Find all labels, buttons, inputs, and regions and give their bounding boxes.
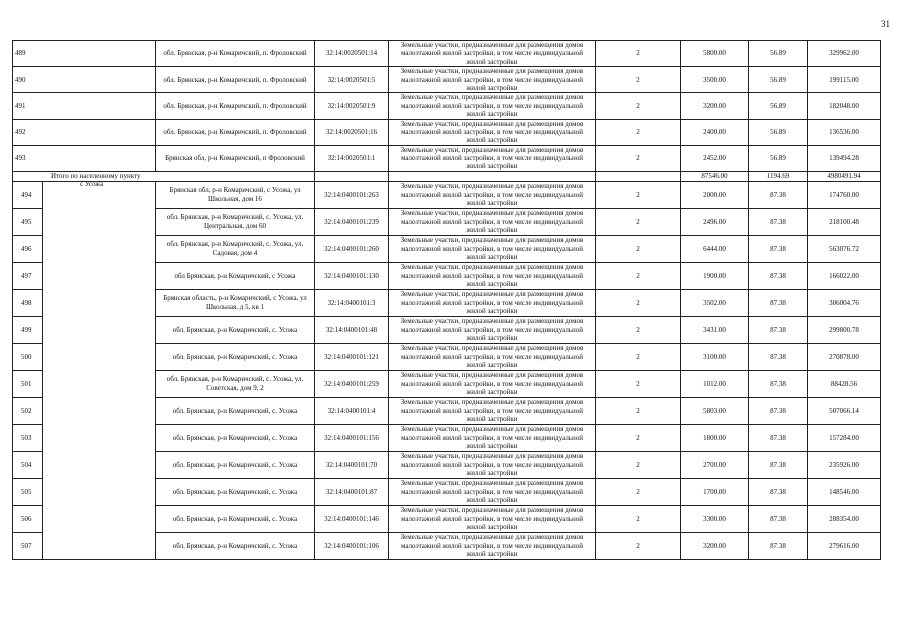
cadastral-number-cell: 32:14:0400101:87: [315, 478, 389, 505]
rate-cell: 87.38: [749, 370, 808, 397]
land-use-cell: Земельные участки, предназначенные для размещения домов малоэтажной жилой застройки, в том числе индивидуальной жилой застройки: [389, 532, 596, 559]
total-label: Итого по населенному пункту: [13, 171, 315, 181]
area-cell: 3431.00: [681, 316, 749, 343]
address-cell: обл. Брянская, р-н Комаричский, с. Усожа, ул. Советская, дом 9, 2: [156, 370, 315, 397]
value-cell: 235926.00: [808, 451, 881, 478]
area-cell: 3500.00: [681, 67, 749, 93]
category-code-cell: 2: [596, 93, 681, 119]
rate-cell: 87.38: [749, 235, 808, 262]
category-code-cell: 2: [596, 397, 681, 424]
land-use-cell: Земельные участки, предназначенные для размещения домов малоэтажной жилой застройки, в том числе индивидуальной жилой застройки: [389, 343, 596, 370]
cadastral-number-cell: 32:14:0400101:3: [315, 289, 389, 316]
category-code-cell: 2: [596, 289, 681, 316]
value-cell: 299800.78: [808, 316, 881, 343]
address-cell: обл. Брянская, р-н Комаричский, п. Фроловский: [156, 67, 315, 93]
empty-cell: [315, 171, 389, 181]
cadastral-number-cell: 32:14:0400101:156: [315, 424, 389, 451]
cadastral-number-cell: 32:14:0400101:239: [315, 208, 389, 235]
land-use-cell: Земельные участки, предназначенные для размещения домов малоэтажной жилой застройки, в том числе индивидуальной жилой застройки: [389, 93, 596, 119]
land-use-cell: Земельные участки, предназначенные для размещения домов малоэтажной жилой застройки, в том числе индивидуальной жилой застройки: [389, 370, 596, 397]
area-cell: 1700.00: [681, 478, 749, 505]
area-cell: 6444.00: [681, 235, 749, 262]
land-use-cell: Земельные участки, предназначенные для размещения домов малоэтажной жилой застройки, в том числе индивидуальной жилой застройки: [389, 145, 596, 171]
cadastral-number-cell: 32:14:0400101:121: [315, 343, 389, 370]
value-cell: 563076.72: [808, 235, 881, 262]
area-cell: 3300.00: [681, 505, 749, 532]
total-value: 4980491.94: [808, 171, 881, 181]
cadastral-number-cell: 32:14:0400101:70: [315, 451, 389, 478]
value-cell: 279616.00: [808, 532, 881, 559]
category-code-cell: 2: [596, 370, 681, 397]
area-cell: 1900.00: [681, 262, 749, 289]
table-row: [13, 119, 881, 145]
area-cell: 1012.00: [681, 370, 749, 397]
row-number: 507: [13, 532, 156, 559]
row-number: 493: [13, 145, 156, 171]
table-row: [13, 67, 881, 93]
area-cell: 5800.00: [681, 41, 749, 67]
value-cell: 148546.00: [808, 478, 881, 505]
row-number: 498: [13, 289, 156, 316]
rate-cell: 56.89: [749, 93, 808, 119]
land-use-cell: Земельные участки, предназначенные для размещения домов малоэтажной жилой застройки, в том числе индивидуальной жилой застройки: [389, 119, 596, 145]
address-cell: обл Брянская, р-н Комаричский, с Усожа: [156, 262, 315, 289]
category-code-cell: 2: [596, 316, 681, 343]
total-rate: 1194.69: [749, 171, 808, 181]
rate-cell: 87.38: [749, 262, 808, 289]
row-number: 505: [13, 478, 156, 505]
row-number: 492: [13, 119, 156, 145]
rate-cell: 87.38: [749, 289, 808, 316]
value-cell: 507066.14: [808, 397, 881, 424]
cadastral-number-cell: 32:14:0400101:260: [315, 235, 389, 262]
land-use-cell: Земельные участки, предназначенные для размещения домов малоэтажной жилой застройки, в том числе индивидуальной жилой застройки: [389, 451, 596, 478]
area-cell: 3200.00: [681, 93, 749, 119]
category-code-cell: 2: [596, 41, 681, 67]
category-code-cell: 2: [596, 505, 681, 532]
land-use-cell: Земельные участки, предназначенные для размещения домов малоэтажной жилой застройки, в том числе индивидуальной жилой застройки: [389, 235, 596, 262]
area-cell: 3100.00: [681, 343, 749, 370]
address-cell: обл. Брянская, р-н Комаричский, с. Усожа: [156, 397, 315, 424]
merged-settlement-cell: [43, 182, 155, 559]
address-cell: обл. Брянская, р-н Комаричский, с. Усожа, ул. Садовая, дом 4: [156, 235, 315, 262]
rate-cell: 87.38: [749, 208, 808, 235]
category-code-cell: 2: [596, 67, 681, 93]
address-cell: Брянская обл, р-н Комаричский, с Усожа, ул Школьная, дом 16: [156, 181, 315, 208]
table-row: [13, 145, 881, 171]
cadastral-number-cell: 32:14:0020501:1: [315, 145, 389, 171]
cadastral-number-cell: 32:14:0400101:146: [315, 505, 389, 532]
category-code-cell: 2: [596, 145, 681, 171]
category-code-cell: 2: [596, 208, 681, 235]
total-area: 87546.00: [681, 171, 749, 181]
value-cell: 182048.00: [808, 93, 881, 119]
area-cell: 5803.00: [681, 397, 749, 424]
land-use-cell: Земельные участки, предназначенные для размещения домов малоэтажной жилой застройки, в том числе индивидуальной жилой застройки: [389, 505, 596, 532]
category-code-cell: 2: [596, 478, 681, 505]
rate-cell: 87.38: [749, 316, 808, 343]
row-number: 506: [13, 505, 156, 532]
cadastral-number-cell: 32:14:0020501:14: [315, 41, 389, 67]
row-number: 494: [13, 181, 156, 208]
area-cell: 2000.00: [681, 181, 749, 208]
land-use-cell: Земельные участки, предназначенные для размещения домов малоэтажной жилой застройки, в том числе индивидуальной жилой застройки: [389, 478, 596, 505]
address-cell: обл. Брянская, р-н Комаричский, с. Усожа: [156, 505, 315, 532]
category-code-cell: 2: [596, 343, 681, 370]
category-code-cell: 2: [596, 119, 681, 145]
rate-cell: 87.38: [749, 343, 808, 370]
land-use-cell: Земельные участки, предназначенные для размещения домов малоэтажной жилой застройки, в том числе индивидуальной жилой застройки: [389, 424, 596, 451]
row-number: 496: [13, 235, 156, 262]
row-number: 489: [13, 41, 156, 67]
address-cell: обл. Брянская, р-н Комаричский, п. Фроловский: [156, 93, 315, 119]
address-cell: обл. Брянская, р-н Комаричский, с. Усожа: [156, 424, 315, 451]
cadastral-number-cell: 32:14:0400101:130: [315, 262, 389, 289]
area-cell: 3502.00: [681, 289, 749, 316]
land-use-cell: Земельные участки, предназначенные для размещения домов малоэтажной жилой застройки, в том числе индивидуальной жилой застройки: [389, 208, 596, 235]
row-number: 504: [13, 451, 156, 478]
rate-cell: 87.38: [749, 181, 808, 208]
rate-cell: 87.38: [749, 505, 808, 532]
value-cell: 199115.00: [808, 67, 881, 93]
category-code-cell: 2: [596, 424, 681, 451]
cadastral-number-cell: 32:14:0400101:48: [315, 316, 389, 343]
value-cell: 139494.28: [808, 145, 881, 171]
cadastral-number-cell: 32:14:0020501:5: [315, 67, 389, 93]
address-cell: обл. Брянская, р-н Комаричский, с. Усожа: [156, 451, 315, 478]
value-cell: 157284.00: [808, 424, 881, 451]
cadastral-number-cell: 32:14:0400101:263: [315, 181, 389, 208]
category-code-cell: 2: [596, 451, 681, 478]
rate-cell: 56.89: [749, 119, 808, 145]
table-row: [13, 93, 881, 119]
cadastral-number-cell: 32:14:0400101:106: [315, 532, 389, 559]
value-cell: 136536.00: [808, 119, 881, 145]
address-cell: обл. Брянская, р-н Комаричский, с. Усожа: [156, 316, 315, 343]
value-cell: 166022.00: [808, 262, 881, 289]
cadastral-number-cell: 32:14:0020501:9: [315, 93, 389, 119]
address-cell: обл. Брянская, р-н Комаричский, п. Фроловский: [156, 119, 315, 145]
row-number: 497: [13, 262, 156, 289]
value-cell: 270878.00: [808, 343, 881, 370]
settlement-total-row: [13, 171, 881, 181]
rate-cell: 56.89: [749, 41, 808, 67]
rate-cell: 87.38: [749, 397, 808, 424]
land-use-cell: Земельные участки, предназначенные для размещения домов малоэтажной жилой застройки, в том числе индивидуальной жилой застройки: [389, 67, 596, 93]
category-code-cell: 2: [596, 532, 681, 559]
area-cell: 2452.00: [681, 145, 749, 171]
row-number: 499: [13, 316, 156, 343]
cadastral-number-cell: 32:14:0400101:4: [315, 397, 389, 424]
rate-cell: 87.38: [749, 532, 808, 559]
value-cell: 329962.00: [808, 41, 881, 67]
address-cell: Брянская область, р-н Комаричский, с Усожа, ул Школьная, д 5, кв 1: [156, 289, 315, 316]
settlement-name: с Усожа: [80, 180, 104, 189]
address-cell: обл. Брянская, р-н Комаричский, с. Усожа, ул. Центральная, дом 60: [156, 208, 315, 235]
address-cell: обл. Брянская, р-н Комаричский, п. Фроловский: [156, 41, 315, 67]
row-number: 502: [13, 397, 156, 424]
address-cell: обл. Брянская, р-н Комаричский, с. Усожа: [156, 532, 315, 559]
land-use-cell: Земельные участки, предназначенные для размещения домов малоэтажной жилой застройки, в том числе индивидуальной жилой застройки: [389, 262, 596, 289]
address-cell: обл. Брянская, р-н Комаричский, с. Усожа: [156, 478, 315, 505]
land-use-cell: Земельные участки, предназначенные для размещения домов малоэтажной жилой застройки, в том числе индивидуальной жилой застройки: [389, 316, 596, 343]
table-row: [13, 41, 881, 67]
row-number: 503: [13, 424, 156, 451]
empty-cell: [596, 171, 681, 181]
category-code-cell: 2: [596, 181, 681, 208]
page-number: 31: [881, 19, 890, 29]
rate-cell: 87.38: [749, 424, 808, 451]
rate-cell: 56.89: [749, 67, 808, 93]
row-number: 495: [13, 208, 156, 235]
area-cell: 1800.00: [681, 424, 749, 451]
category-code-cell: 2: [596, 235, 681, 262]
land-use-cell: Земельные участки, предназначенные для размещения домов малоэтажной жилой застройки, в том числе индивидуальной жилой застройки: [389, 289, 596, 316]
row-number: 491: [13, 93, 156, 119]
row-number: 501: [13, 370, 156, 397]
row-number: 490: [13, 67, 156, 93]
area-cell: 3200.00: [681, 532, 749, 559]
value-cell: 288354.00: [808, 505, 881, 532]
cadastral-number-cell: 32:14:0020501:16: [315, 119, 389, 145]
value-cell: 88428.56: [808, 370, 881, 397]
value-cell: 174760.00: [808, 181, 881, 208]
rate-cell: 87.38: [749, 451, 808, 478]
land-use-cell: Земельные участки, предназначенные для размещения домов малоэтажной жилой застройки, в том числе индивидуальной жилой застройки: [389, 181, 596, 208]
land-use-cell: Земельные участки, предназначенные для размещения домов малоэтажной жилой застройки, в том числе индивидуальной жилой застройки: [389, 41, 596, 67]
rate-cell: 87.38: [749, 478, 808, 505]
area-cell: 2700.00: [681, 451, 749, 478]
address-cell: обл. Брянская, р-н Комаричский, с. Усожа: [156, 343, 315, 370]
cadastral-number-cell: 32:14:0400101:259: [315, 370, 389, 397]
area-cell: 2400.00: [681, 119, 749, 145]
value-cell: 306004.76: [808, 289, 881, 316]
area-cell: 2496.00: [681, 208, 749, 235]
empty-cell: [389, 171, 596, 181]
category-code-cell: 2: [596, 262, 681, 289]
address-cell: Брянская обл, р-н Комаричский, п Фроловский: [156, 145, 315, 171]
rate-cell: 56.89: [749, 145, 808, 171]
row-number: 500: [13, 343, 156, 370]
value-cell: 218100.48: [808, 208, 881, 235]
land-use-cell: Земельные участки, предназначенные для размещения домов малоэтажной жилой застройки, в том числе индивидуальной жилой застройки: [389, 397, 596, 424]
